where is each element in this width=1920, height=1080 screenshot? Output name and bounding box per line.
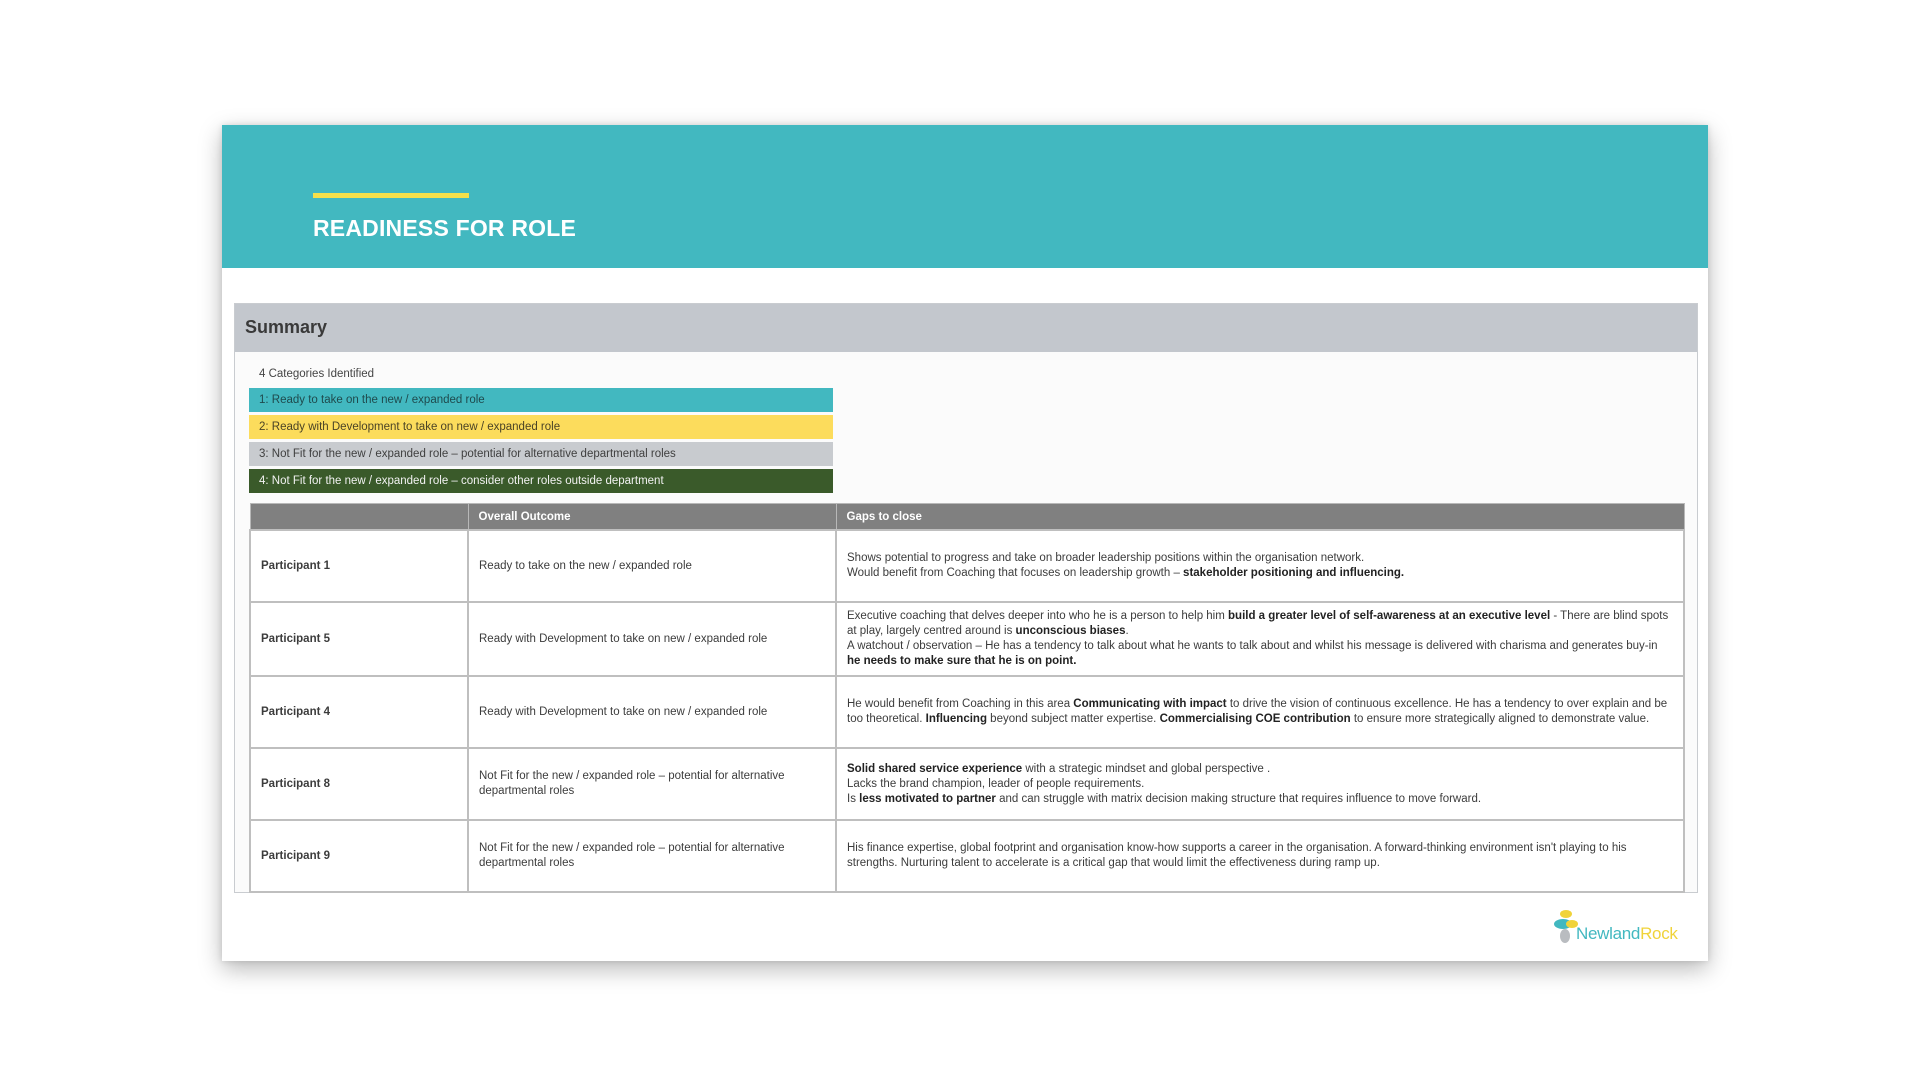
gap-text: - There are blind spots at play, largely centred around is <box>847 610 1669 637</box>
gap-text: His finance expertise, global footprint and organisation know-how supports a career in the organisation. A forward-thinking environment isn't playing to his strengths. Nurturing talent to accelerate is a critical gap that would limit the effectiveness during ramp up. <box>847 842 1627 869</box>
gap-emphasis: less motivated to partner <box>859 792 996 805</box>
newlandrock-logo <box>1552 908 1702 952</box>
gap-text: Shows potential to progress and take on broader leadership positions within the organisation network. <box>847 552 1365 564</box>
gap-emphasis: Commercialising COE contribution <box>1159 713 1351 725</box>
legend-item-category-1: 1: Ready to take on the new / expanded role <box>249 388 833 412</box>
overall-outcome: Not Fit for the new / expanded role – potential for alternative departmental roles <box>468 748 836 820</box>
column-header-gaps: Gaps to close <box>836 504 1684 531</box>
gap-emphasis: Influencing <box>925 713 987 725</box>
category-legend <box>249 366 833 496</box>
gaps-to-close <box>836 602 1684 676</box>
gap-emphasis: he needs to make sure that he is on point. <box>847 655 1077 667</box>
summary-title: Summary <box>245 317 328 337</box>
title-accent-bar <box>313 193 469 198</box>
participant-name: Participant 8 <box>250 748 468 820</box>
readiness-table <box>249 503 1685 893</box>
gap-text: A watchout / observation – He has a tendency to talk about what he wants to talk about and whilst his message is delivered with charisma and generates buy-in <box>847 640 1658 652</box>
logo-word-rock: Rock <box>1640 924 1678 943</box>
table-row <box>250 820 1684 892</box>
column-header-outcome: Overall Outcome <box>468 504 836 531</box>
gap-text: to ensure more strategically aligned to demonstrate value. <box>1350 713 1650 725</box>
gap-text: Is <box>847 792 860 805</box>
gap-text: to drive the vision of continuous excellence. He has a tendency to over explain and be too theoretical. <box>847 698 1668 725</box>
table-row <box>250 676 1684 748</box>
gap-text: He would benefit from Coaching in this area <box>847 698 1074 710</box>
overall-outcome: Ready with Development to take on new / expanded role <box>468 602 836 676</box>
title-banner <box>222 125 1708 268</box>
legend-item-category-3: 3: Not Fit for the new / expanded role – potential for alternative departmental roles <box>249 442 833 466</box>
gaps-to-close <box>836 676 1684 748</box>
gaps-to-close <box>836 820 1684 892</box>
participant-name: Participant 9 <box>250 820 468 892</box>
gap-text: beyond subject matter expertise. <box>986 713 1160 725</box>
overall-outcome: Ready with Development to take on new / expanded role <box>468 676 836 748</box>
participant-name: Participant 4 <box>250 676 468 748</box>
gap-emphasis: Communicating with impact <box>1073 698 1227 710</box>
summary-body <box>235 352 1697 892</box>
table-row <box>250 530 1684 602</box>
gap-text: and can struggle with matrix decision making structure that requires influence to move forward. <box>995 792 1482 805</box>
table-row <box>250 748 1684 820</box>
table-header-row <box>250 504 1684 531</box>
gap-text: Would benefit from Coaching that focuses on leadership growth – <box>847 567 1184 579</box>
logo-wordmark <box>1576 924 1678 944</box>
gap-text: . <box>1125 625 1129 637</box>
gap-emphasis: Solid shared service experience <box>847 762 1023 775</box>
logo-word-newland: Newland <box>1576 924 1641 943</box>
overall-outcome: Not Fit for the new / expanded role – potential for alternative departmental roles <box>468 820 836 892</box>
legend-item-category-2: 2: Ready with Development to take on new / expanded role <box>249 415 833 439</box>
slide <box>222 125 1708 961</box>
summary-panel <box>234 303 1698 893</box>
participant-name: Participant 1 <box>250 530 468 602</box>
gap-emphasis: unconscious biases <box>1015 625 1126 637</box>
gaps-to-close <box>836 748 1684 820</box>
column-header-participant <box>250 504 468 531</box>
overall-outcome: Ready to take on the new / expanded role <box>468 530 836 602</box>
gap-emphasis: stakeholder positioning and influencing. <box>1183 567 1405 579</box>
legend-caption: 4 Categories Identified <box>259 368 375 380</box>
gaps-to-close <box>836 530 1684 602</box>
legend-item-category-4: 4: Not Fit for the new / expanded role – consider other roles outside department <box>249 469 833 493</box>
gap-text: with a strategic mindset and global perspective . <box>1022 762 1271 775</box>
gap-emphasis: build a greater level of self-awareness at an executive level <box>1228 610 1551 622</box>
gap-text: Lacks the brand champion, leader of people requirements. <box>847 777 1145 790</box>
slide-title: READINESS FOR ROLE <box>313 215 577 241</box>
gap-text: Executive coaching that delves deeper into who he is a person to help him <box>847 610 1229 622</box>
participant-name: Participant 5 <box>250 602 468 676</box>
table-row <box>250 602 1684 676</box>
summary-header <box>235 304 1697 352</box>
